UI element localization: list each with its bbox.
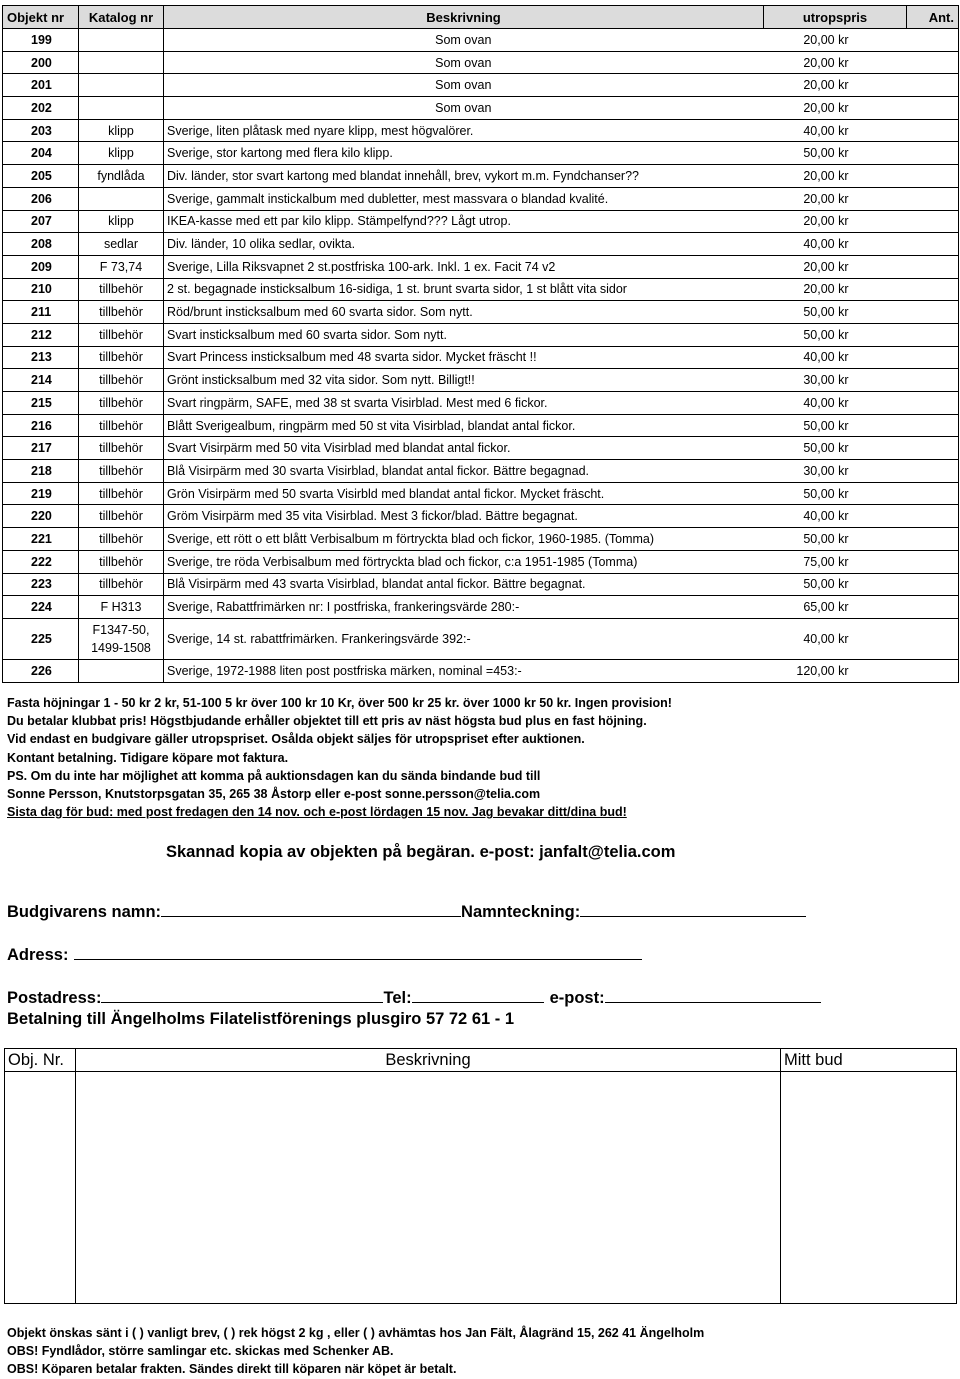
table-row — [3, 74, 959, 97]
row-katalog-nr: tillbehör — [79, 369, 164, 392]
row-objekt-nr: 199 — [3, 29, 79, 52]
row-objekt-nr: 204 — [3, 142, 79, 165]
row-utropspris: 40,00 kr — [764, 392, 907, 415]
table-row — [3, 301, 959, 324]
terms-block — [7, 694, 672, 821]
header-beskrivning: Beskrivning — [164, 6, 764, 29]
row-ant[interactable] — [907, 187, 959, 210]
postal-row — [7, 988, 821, 1008]
payment-line: Betalning till Ängelholms Filatelistförenings plusgiro 57 72 61 - 1 — [7, 1010, 515, 1028]
row-katalog-nr: sedlar — [79, 233, 164, 256]
row-utropspris: 50,00 kr — [764, 323, 907, 346]
row-ant[interactable] — [907, 29, 959, 52]
header-objekt-nr: Objekt nr — [3, 6, 79, 29]
table-row — [3, 392, 959, 415]
row-utropspris: 20,00 kr — [764, 97, 907, 120]
row-utropspris: 50,00 kr — [764, 573, 907, 596]
footer-block — [7, 1324, 704, 1379]
row-katalog-nr: tillbehör — [79, 528, 164, 551]
row-katalog-nr — [79, 97, 164, 120]
table-row — [3, 659, 959, 682]
row-beskrivning: Som ovan — [164, 74, 764, 97]
row-objekt-nr: 220 — [3, 505, 79, 528]
row-katalog-nr: F1347-50, 1499-1508 — [79, 618, 164, 659]
row-objekt-nr: 202 — [3, 97, 79, 120]
row-ant[interactable] — [907, 392, 959, 415]
table-header-row — [3, 6, 959, 29]
row-ant[interactable] — [907, 346, 959, 369]
table-row — [3, 618, 959, 659]
row-katalog-nr: tillbehör — [79, 414, 164, 437]
row-beskrivning: Sverige, stor kartong med flera kilo klipp. — [164, 142, 764, 165]
row-beskrivning: Blå Visirpärm med 43 svarta Visirblad, blandat antal fickor. Bättre begagnat. — [164, 573, 764, 596]
table-row — [3, 97, 959, 120]
row-ant[interactable] — [907, 74, 959, 97]
row-objekt-nr: 200 — [3, 51, 79, 74]
row-katalog-nr: tillbehör — [79, 437, 164, 460]
phone-label: Tel: — [383, 989, 412, 1007]
terms-line: Fasta höjningar 1 - 50 kr 2 kr, 51-100 5 kr över 100 kr 10 Kr, över 500 kr 25 kr. över 1000 kr 50 kr. Ingen provision! — [7, 696, 672, 710]
row-beskrivning: Sverige, 14 st. rabattfrimärken. Frankeringsvärde 392:- — [164, 618, 764, 659]
row-objekt-nr: 226 — [3, 659, 79, 682]
table-row — [3, 528, 959, 551]
row-ant[interactable] — [907, 323, 959, 346]
footer-line: Objekt önskas sänt i ( ) vanligt brev, ( ) rek högst 2 kg , eller ( ) avhämtas hos Jan Fält, Ålagränd 15, 262 41 Ängelholm — [7, 1326, 705, 1340]
row-utropspris: 40,00 kr — [764, 119, 907, 142]
row-beskrivning: Röd/brunt insticksalbum med 60 svarta sidor. Som nytt. — [164, 301, 764, 324]
row-objekt-nr: 212 — [3, 323, 79, 346]
row-katalog-nr — [79, 51, 164, 74]
table-row — [3, 51, 959, 74]
row-ant[interactable] — [907, 505, 959, 528]
table-body — [3, 29, 959, 683]
row-utropspris: 50,00 kr — [764, 142, 907, 165]
row-objekt-nr: 219 — [3, 482, 79, 505]
row-beskrivning: Svart Princess insticksalbum med 48 svarta sidor. Mycket fräscht !! — [164, 346, 764, 369]
row-objekt-nr: 211 — [3, 301, 79, 324]
row-ant[interactable] — [907, 528, 959, 551]
bid-mitt-bud-cell[interactable] — [781, 1072, 957, 1304]
bid-table-entry-area — [5, 1072, 957, 1304]
table-row — [3, 414, 959, 437]
row-beskrivning: Div. länder, stor svart kartong med blandat innehåll, brev, vykort m.m. Fyndchanser?? — [164, 165, 764, 188]
row-katalog-nr — [79, 29, 164, 52]
bidder-name-label: Budgivarens namn: — [7, 903, 162, 921]
row-beskrivning: Grön Visirpärm med 50 svarta Visirbld med blandat antal fickor. Mycket fräscht. — [164, 482, 764, 505]
scan-note: Skannad kopia av objekten på begäran. e-post: janfalt@telia.com — [166, 843, 676, 861]
row-objekt-nr: 213 — [3, 346, 79, 369]
row-ant[interactable] — [907, 165, 959, 188]
row-utropspris: 20,00 kr — [764, 29, 907, 52]
row-katalog-nr: F H313 — [79, 596, 164, 619]
table-row — [3, 323, 959, 346]
row-katalog-nr — [79, 187, 164, 210]
row-ant[interactable] — [907, 618, 959, 659]
header-ant: Ant. — [907, 6, 959, 29]
row-katalog-nr: tillbehör — [79, 301, 164, 324]
table-row — [3, 437, 959, 460]
table-row — [3, 255, 959, 278]
terms-line: Kontant betalning. Tidigare köpare mot faktura. — [7, 750, 289, 765]
row-objekt-nr: 216 — [3, 414, 79, 437]
row-utropspris: 120,00 kr — [764, 659, 907, 682]
row-utropspris: 50,00 kr — [764, 301, 907, 324]
table-row — [3, 142, 959, 165]
row-katalog-nr: tillbehör — [79, 550, 164, 573]
row-katalog-nr: tillbehör — [79, 482, 164, 505]
row-katalog-nr: klipp — [79, 210, 164, 233]
footer-line: OBS! Fyndlådor, större samlingar etc. skickas med Schenker AB. — [7, 1344, 394, 1359]
row-objekt-nr: 214 — [3, 369, 79, 392]
row-katalog-nr: tillbehör — [79, 505, 164, 528]
signature-field[interactable] — [580, 902, 806, 917]
row-utropspris: 20,00 kr — [764, 278, 907, 301]
row-katalog-nr: tillbehör — [79, 278, 164, 301]
table-row — [3, 233, 959, 256]
row-beskrivning: Sverige, Rabattfrimärken nr: I postfriska, frankeringsvärde 280:- — [164, 596, 764, 619]
table-row — [3, 29, 959, 52]
row-objekt-nr: 222 — [3, 550, 79, 573]
row-ant[interactable] — [907, 596, 959, 619]
row-katalog-nr: fyndlåda — [79, 165, 164, 188]
row-utropspris: 20,00 kr — [764, 255, 907, 278]
table-row — [3, 165, 959, 188]
row-ant[interactable] — [907, 573, 959, 596]
bid-obj-nr-cell[interactable] — [5, 1072, 76, 1304]
row-objekt-nr: 210 — [3, 278, 79, 301]
row-beskrivning: Sverige, tre röda Verbisalbum med förtryckta blad och fickor, c:a 1951-1985 (Tomma) — [164, 550, 764, 573]
row-beskrivning: Sverige, 1972-1988 liten post postfriska märken, nominal =453:- — [164, 659, 764, 682]
table-row — [3, 210, 959, 233]
row-utropspris: 75,00 kr — [764, 550, 907, 573]
bid-header-mitt-bud: Mitt bud — [781, 1049, 957, 1072]
row-katalog-nr: tillbehör — [79, 323, 164, 346]
row-beskrivning: Sverige, ett rött o ett blått Verbisalbum m förtryckta blad och fickor, 1960-1985. (Tomma) — [164, 528, 764, 551]
row-ant[interactable] — [907, 210, 959, 233]
table-row — [3, 369, 959, 392]
bid-beskrivning-cell[interactable] — [76, 1072, 781, 1304]
header-utropspris: utropspris — [764, 6, 907, 29]
auction-table — [2, 5, 959, 683]
row-objekt-nr: 215 — [3, 392, 79, 415]
deadline-line: Sista dag för bud: med post fredagen den 14 nov. och e-post lördagen 15 nov. Jag bevakar ditt/dina bud! — [7, 805, 627, 820]
row-ant[interactable] — [907, 119, 959, 142]
row-objekt-nr: 203 — [3, 119, 79, 142]
row-beskrivning: Som ovan — [164, 97, 764, 120]
row-utropspris: 40,00 kr — [764, 505, 907, 528]
row-utropspris: 50,00 kr — [764, 414, 907, 437]
row-objekt-nr: 223 — [3, 573, 79, 596]
table-row — [3, 505, 959, 528]
row-objekt-nr: 218 — [3, 460, 79, 483]
row-ant[interactable] — [907, 369, 959, 392]
row-objekt-nr: 217 — [3, 437, 79, 460]
row-beskrivning: Som ovan — [164, 51, 764, 74]
row-beskrivning: IKEA-kasse med ett par kilo klipp. Stämpelfynd??? Lågt utrop. — [164, 210, 764, 233]
row-objekt-nr: 205 — [3, 165, 79, 188]
row-utropspris: 40,00 kr — [764, 618, 907, 659]
row-katalog-nr — [79, 659, 164, 682]
address-field[interactable] — [74, 945, 642, 960]
row-utropspris: 20,00 kr — [764, 187, 907, 210]
row-katalog-nr: tillbehör — [79, 392, 164, 415]
terms-line: Du betalar klubbat pris! Högstbjudande erhåller objektet till ett pris av näst högsta bud plus en fast höjning. — [7, 714, 647, 729]
row-katalog-nr: tillbehör — [79, 460, 164, 483]
email-label: e-post: — [549, 989, 605, 1007]
row-utropspris: 40,00 kr — [764, 346, 907, 369]
row-beskrivning: Sverige, Lilla Riksvapnet 2 st.postfriska 100-ark. Inkl. 1 ex. Facit 74 v2 — [164, 255, 764, 278]
terms-line: PS. Om du inte har möjlighet att komma på auktionsdagen kan du sända bindande bud till — [7, 768, 541, 783]
terms-line: Sonne Persson, Knutstorpsgatan 35, 265 38 Åstorp eller e-post sonne.persson@telia.com — [7, 787, 541, 802]
bid-table — [4, 1048, 957, 1304]
table-row — [3, 482, 959, 505]
row-ant[interactable] — [907, 278, 959, 301]
row-utropspris: 50,00 kr — [764, 437, 907, 460]
row-beskrivning: Som ovan — [164, 29, 764, 52]
row-ant[interactable] — [907, 142, 959, 165]
row-utropspris: 20,00 kr — [764, 210, 907, 233]
signature-label: Namnteckning: — [461, 903, 581, 921]
row-utropspris: 20,00 kr — [764, 165, 907, 188]
row-ant[interactable] — [907, 97, 959, 120]
table-row — [3, 550, 959, 573]
row-beskrivning: Div. länder, 10 olika sedlar, ovikta. — [164, 233, 764, 256]
row-beskrivning: 2 st. begagnade insticksalbum 16-sidiga, 1 st. brunt svarta sidor, 1 st blått vita sidor — [164, 278, 764, 301]
row-objekt-nr: 207 — [3, 210, 79, 233]
row-katalog-nr: tillbehör — [79, 573, 164, 596]
row-utropspris: 20,00 kr — [764, 51, 907, 74]
row-ant[interactable] — [907, 301, 959, 324]
bid-header-beskrivning: Beskrivning — [76, 1049, 781, 1072]
address-row — [7, 945, 642, 965]
row-objekt-nr: 225 — [3, 618, 79, 659]
postal-address-field[interactable] — [101, 988, 383, 1003]
row-ant[interactable] — [907, 659, 959, 682]
row-beskrivning: Blå Visirpärm med 30 svarta Visirblad, blandat antal fickor. Bättre begagnad. — [164, 460, 764, 483]
row-ant[interactable] — [907, 414, 959, 437]
bid-header-obj-nr: Obj. Nr. — [5, 1049, 76, 1072]
table-row — [3, 119, 959, 142]
row-beskrivning: Grönt insticksalbum med 32 vita sidor. Som nytt. Billigt!! — [164, 369, 764, 392]
terms-line: Vid endast en budgivare gäller utropspriset. Osålda objekt säljes för utropspriset efter auktionen. — [7, 732, 585, 747]
email-field[interactable] — [605, 988, 821, 1003]
row-ant[interactable] — [907, 437, 959, 460]
row-beskrivning: Svart ringpärm, SAFE, med 38 st svarta Visirblad. Mest med 6 fickor. — [164, 392, 764, 415]
row-utropspris: 65,00 kr — [764, 596, 907, 619]
row-ant[interactable] — [907, 550, 959, 573]
footer-line: OBS! Köparen betalar frakten. Sändes direkt till köparen när köpet är betalt. — [7, 1362, 457, 1377]
table-row — [3, 573, 959, 596]
row-objekt-nr: 209 — [3, 255, 79, 278]
phone-field[interactable] — [412, 988, 544, 1003]
row-ant[interactable] — [907, 51, 959, 74]
row-objekt-nr: 206 — [3, 187, 79, 210]
table-row — [3, 460, 959, 483]
row-beskrivning: Gröm Visirpärm med 35 vita Visirblad. Mest 3 fickor/blad. Bättre begagnat. — [164, 505, 764, 528]
bid-table-header — [5, 1049, 957, 1072]
row-katalog-nr — [79, 74, 164, 97]
table-row — [3, 278, 959, 301]
row-katalog-nr: tillbehör — [79, 346, 164, 369]
table-row — [3, 346, 959, 369]
row-utropspris: 40,00 kr — [764, 233, 907, 256]
row-objekt-nr: 224 — [3, 596, 79, 619]
row-objekt-nr: 201 — [3, 74, 79, 97]
row-beskrivning: Svart Visirpärm med 50 vita Visirblad med blandat antal fickor. — [164, 437, 764, 460]
row-ant[interactable] — [907, 255, 959, 278]
row-objekt-nr: 208 — [3, 233, 79, 256]
row-katalog-nr: klipp — [79, 119, 164, 142]
row-katalog-nr: F 73,74 — [79, 255, 164, 278]
table-row — [3, 187, 959, 210]
row-utropspris: 50,00 kr — [764, 482, 907, 505]
row-beskrivning: Sverige, liten plåtask med nyare klipp, mest högvalörer. — [164, 119, 764, 142]
address-label: Adress: — [7, 946, 69, 964]
row-ant[interactable] — [907, 482, 959, 505]
header-katalog-nr: Katalog nr — [79, 6, 164, 29]
row-objekt-nr: 221 — [3, 528, 79, 551]
table-row — [3, 596, 959, 619]
row-utropspris: 50,00 kr — [764, 528, 907, 551]
bidder-name-row — [7, 902, 806, 922]
row-utropspris: 20,00 kr — [764, 74, 907, 97]
row-utropspris: 30,00 kr — [764, 369, 907, 392]
bidder-name-field[interactable] — [161, 902, 461, 917]
row-beskrivning: Blått Sverigealbum, ringpärm med 50 st vita Visirblad, blandat antal fickor. — [164, 414, 764, 437]
row-utropspris: 30,00 kr — [764, 460, 907, 483]
row-ant[interactable] — [907, 233, 959, 256]
row-beskrivning: Svart insticksalbum med 60 svarta sidor. Som nytt. — [164, 323, 764, 346]
row-ant[interactable] — [907, 460, 959, 483]
row-beskrivning: Sverige, gammalt instickalbum med dubletter, mest massvara o blandad kvalité. — [164, 187, 764, 210]
row-katalog-nr: klipp — [79, 142, 164, 165]
postal-address-label: Postadress: — [7, 989, 102, 1007]
